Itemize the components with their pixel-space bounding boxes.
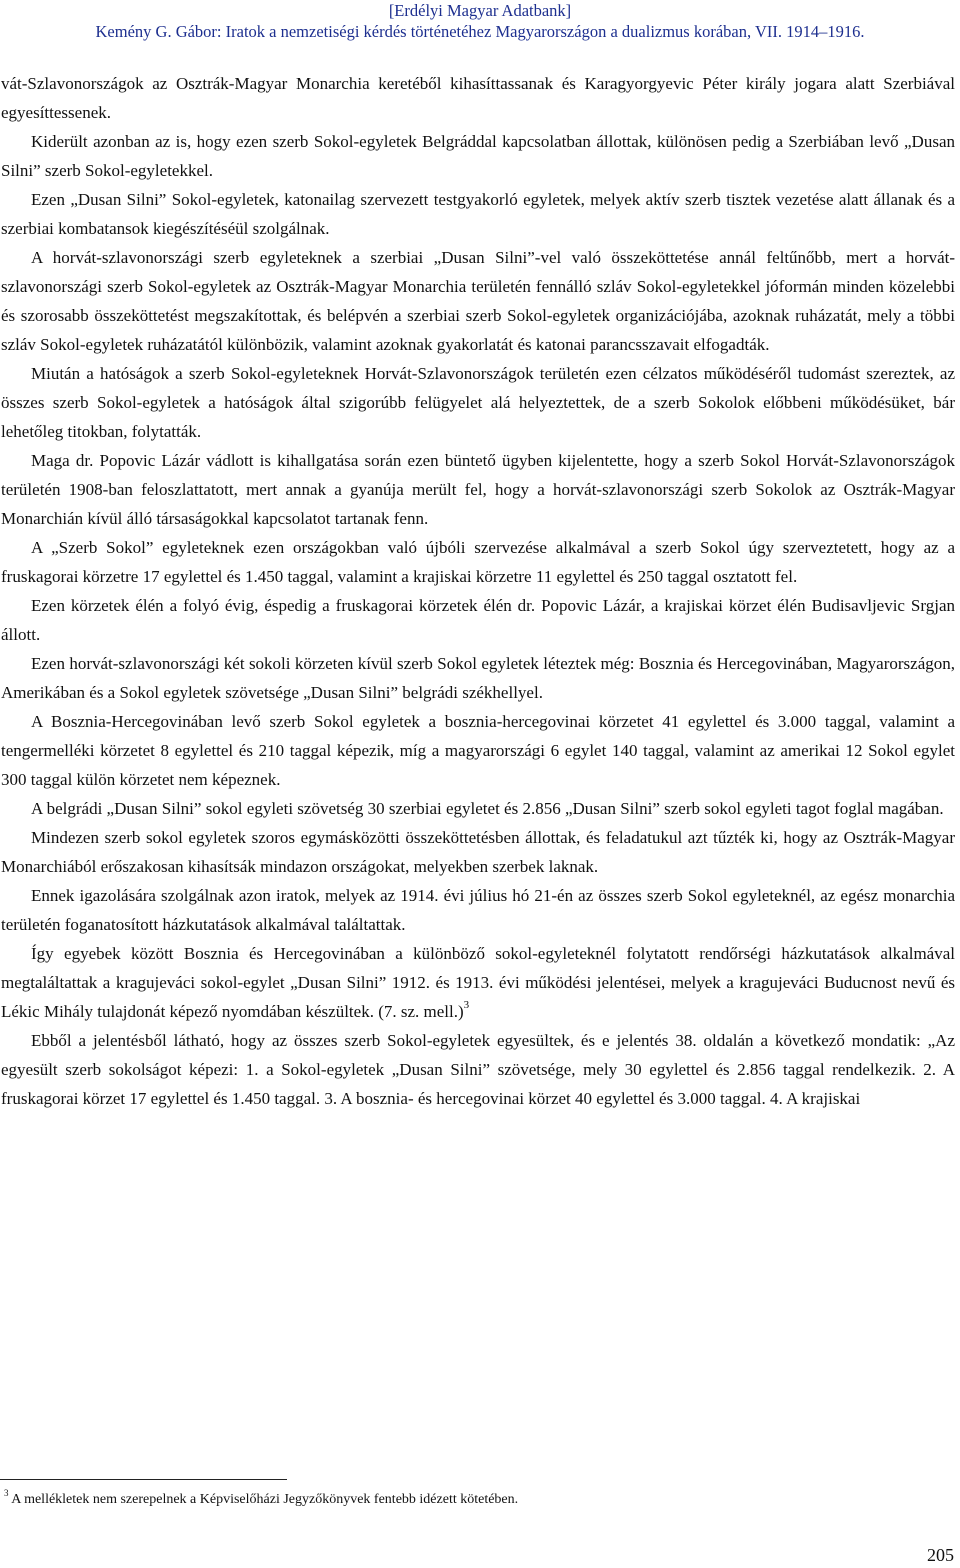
footnote-text: A mellékletek nem szerepelnek a Képviselőházi Jegyzőkönyvek fentebb idézett kötetében.	[11, 1492, 519, 1507]
paragraph: Miután a hatóságok a szerb Sokol-egyleteknek Horvát-Szlavonországok területén ezen célzatos működéséről tudomást szereztek, az összes szerb Sokol-egyletek a hatóságok által szigorúbb felügyelet alá helyeztettek, de a szerb Sokolok előbbeni működésüket, bár lehetőleg titokban, folytatták.	[1, 364, 955, 441]
paragraph: A horvát-szlavonországi szerb egyleteknek a szerbiai „Dusan Silni”-vel való összeköttetése annál feltűnőbb, mert a horvát-szlavonországi szerb Sokol-egyletek az Osztrák-Magyar Monarchia területén fennálló szláv Sokol-egyletekkel jóformán minden közelebbi és szorosabb összeköttetést megszakítottak, és belépvén a szerbiai szerb Sokol-egyletek organizációjába, azoknak ruházatát, mely a többi szláv Sokol-egyletek ruházatától különbözik, valamint azoknak gyakorlatát és katonai parancsszavait elfogadták.	[1, 248, 955, 354]
page-header	[0, 0, 960, 42]
paragraph: Maga dr. Popovic Lázár vádlott is kihallgatása során ezen büntető ügyben kijelentette, hogy a szerb Sokol Horvát-Szlavonországok területén 1908-ban feloszlattatott, mert annak a gyanúja merült fel, hogy a horvát-szlavonországi szerb Sokolok az Osztrák-Magyar Monarchián kívül álló társaságokkal kapcsolatot tartanak fenn.	[1, 451, 955, 528]
paragraph: A belgrádi „Dusan Silni” sokol egyleti szövetség 30 szerbiai egyletet és 2.856 „Dusan Silni” szerb sokol egyleti tagot foglal magában.	[31, 799, 944, 818]
paragraph-text: Így egyebek között Bosznia és Hercegovinában a különböző sokol-egyleteknél folytatott rendőrségi házkutatások alkalmával megtaláltattak a kragujeváci sokol-egylet „Dusan Silni” 1912. és 1913. évi működési jelentései, melyek a kragujeváci Buducnost nevű és Lékic Mihály tulajdonát képező nyomdában készültek. (7. sz. mell.)	[1, 944, 955, 1021]
paragraph: A Bosznia-Hercegovinában levő szerb Sokol egyletek a bosznia-hercegovinai körzetet 41 egylettel és 3.000 taggal, valamint a tengermelléki körzetet 8 egylettel és 210 taggal képezik, míg a magyarországi 6 egylet 140 taggal, valamint az amerikai 12 Sokol egylet 300 taggal külön körzetet nem képeznek.	[1, 712, 955, 789]
paragraph: Ezen horvát-szlavonországi két sokoli körzeten kívül szerb Sokol egyletek léteztek még: Bosznia és Hercegovinában, Magyarországon, Amerikában és a Sokol egyletek szövetsége „Dusan Silni” belgrádi székhellyel.	[1, 654, 955, 702]
paragraph: Mindezen szerb sokol egyletek szoros egymásközötti összeköttetésben állottak, és feladatukul azt tűzték ki, hogy az Osztrák-Magyar Monarchiából erőszakosan kihasítsák mindazon országokat, melyekben szerbek laknak.	[1, 828, 955, 876]
footnote-reference: 3	[463, 999, 470, 1012]
paragraph: Ebből a jelentésből látható, hogy az összes szerb Sokol-egyletek egyesültek, és e jelentés 38. oldalán a következő mondatik: „Az egyesült szerb sokolságot képezi: 1. a Sokol-egyletek „Dusan Silni” szövetsége, mely 30 egylettel és 2.856 taggal rendelkezik. 2. A fruskagorai körzet 17 egylettel és 1.450 taggal. 3. A bosznia- és hercegovinai körzet 40 egylettel és 3.000 taggal. 4. A krajiskai	[1, 1031, 955, 1108]
footnote	[4, 1488, 944, 1509]
paragraph: A „Szerb Sokol” egyleteknek ezen országokban való újbóli szervezése alkalmával a szerb Sokol úgy szerveztetett, hogy az a fruskagorai körzetre 17 egylettel és 1.450 taggal, valamint a krajiskai körzetre 11 egylettel és 250 taggal osztatott fel.	[1, 538, 955, 586]
page-number: 205	[927, 1545, 954, 1565]
book-citation: Kemény G. Gábor: Iratok a nemzetiségi kérdés történetéhez Magyarországon a dualizmus korában, VII. 1914–1916.	[95, 22, 865, 41]
source-label: [Erdélyi Magyar Adatbank]	[388, 1, 572, 20]
paragraph: Ennek igazolására szolgálnak azon iratok, melyek az 1914. évi július hó 21-én az összes szerb Sokol egyleteknél, az egész monarchia területén foganatosított házkutatások alkalmával találtattak.	[1, 886, 955, 934]
body-text	[1, 69, 955, 1113]
paragraph: vát-Szlavonországok az Osztrák-Magyar Monarchia keretéből kihasíttassanak és Karagyorgyevic Péter király jogara alatt Szerbiával egyesíttessenek.	[1, 74, 955, 122]
paragraph: Ezen „Dusan Silni” Sokol-egyletek, katonailag szervezett testgyakorló egyletek, melyek aktív szerb tisztek vezetése alatt állanak és a szerbiai kombatansok kiegészítéséül szolgálnak.	[1, 190, 955, 238]
paragraph: Ezen körzetek élén a folyó évig, éspedig a fruskagorai körzetek élén dr. Popovic Lázár, a krajiskai körzet élén Budisavljevic Srgjan állott.	[1, 596, 955, 644]
footnote-number: 3	[4, 1488, 9, 1499]
paragraph: Kiderült azonban az is, hogy ezen szerb Sokol-egyletek Belgráddal kapcsolatban állottak, különösen pedig a Szerbiában levő „Dusan Silni” szerb Sokol-egyletekkel.	[1, 132, 955, 180]
footnote-divider	[0, 1479, 287, 1480]
paragraph-with-footnote	[1, 939, 955, 1026]
